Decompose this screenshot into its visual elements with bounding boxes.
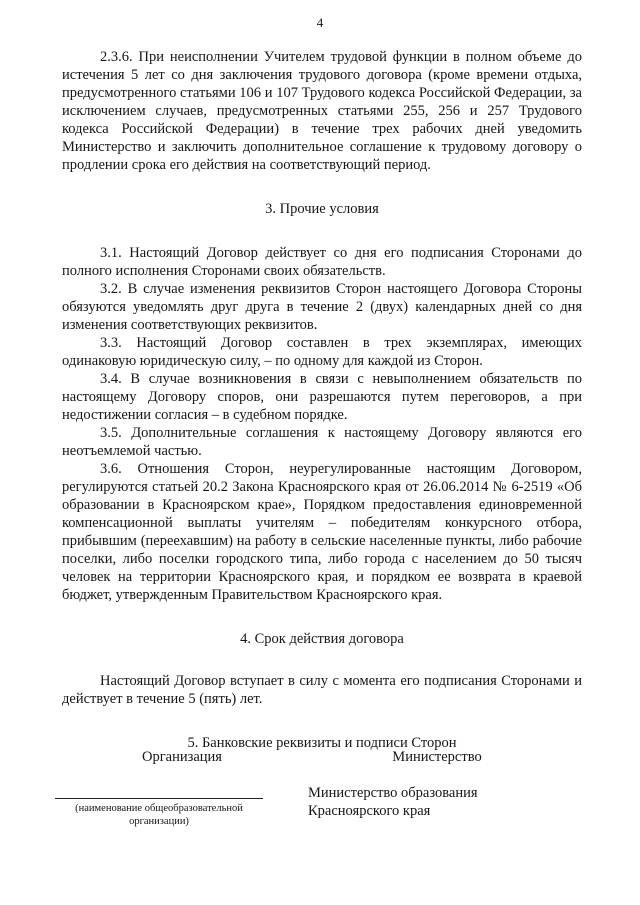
ministry-name bbox=[308, 784, 528, 820]
section-4-heading: 4. Срок действия договора bbox=[240, 631, 404, 647]
caption-line-2: организации) bbox=[129, 816, 189, 827]
paragraph-2-3-6: 2.3.6. При неисполнении Учителем трудовой функции в полном объеме до истечения 5 лет со дня заключения трудового договора (кроме времени отдыха, предусмотренного статьями 106 и 107 Трудового кодекса Российской Федерации, за исключением случаев, предусмотренных статьями 255, 256 и 257 Трудового кодекса Российской Федерации) в течение трех рабочих дней уведомить Министерство и заключить дополнительное соглашение к трудовому договору о продлении срока его действия на соответствующий период. bbox=[62, 49, 582, 173]
paragraph-3-4: 3.4. В случае возникновения в связи с невыполнением обязательств по настоящему Договору споров, они разрешаются путем переговоров, а при недостижении согласия – в судебном порядке. bbox=[62, 371, 582, 423]
ministry-title: Министерство bbox=[392, 749, 482, 765]
organization-title: Организация bbox=[142, 749, 222, 765]
paragraph-3-6: 3.6. Отношения Сторон, неурегулированные настоящим Договором, регулируются статьей 20.2 Закона Красноярского края от 26.06.2014 № 6-2519 «Об образовании в Красноярском крае», Порядком предоставления единовременной компенсационной выплаты учителям – победителям конкурсного отбора, прибывшим (переехавшим) на работу в сельские населенные пункты, либо рабочие поселки, либо поселки городского типа, либо города с населением до 50 тысяч человек на территории Красноярского края, и порядком ее возврата в краевой бюджет, утвержденным Правительством Красноярского края. bbox=[62, 461, 582, 603]
section-5-heading: 5. Банковские реквизиты и подписи Сторон bbox=[187, 735, 457, 751]
paragraph-3-5: 3.5. Дополнительные соглашения к настоящему Договору являются его неотъемлемой частью. bbox=[62, 425, 582, 459]
paragraph-3-1: 3.1. Настоящий Договор действует со дня его подписания Сторонами до полного исполнения Сторонами своих обязательств. bbox=[62, 245, 582, 279]
page-number: 4 bbox=[316, 15, 324, 30]
paragraph-3-2: 3.2. В случае изменения реквизитов Сторон настоящего Договора Стороны обязуются уведомлять друг друга в течение 2 (двух) календарных дней со дня изменения соответствующих реквизитов. bbox=[62, 281, 582, 333]
organization-name-caption bbox=[55, 802, 263, 828]
section-3-heading: 3. Прочие условия bbox=[265, 201, 379, 217]
paragraph-4: Настоящий Договор вступает в силу с момента его подписания Сторонами и действует в течение 5 (пять) лет. bbox=[62, 673, 582, 707]
caption-line-1: (наименование общеобразовательной bbox=[75, 803, 243, 814]
paragraph-3-3: 3.3. Настоящий Договор составлен в трех экземплярах, имеющих одинаковую юридическую силу, – по одному для каждой из Сторон. bbox=[62, 335, 582, 369]
document-body bbox=[62, 48, 582, 752]
ministry-name-line-1: Министерство образования bbox=[308, 785, 478, 801]
ministry-name-line-2: Красноярского края bbox=[308, 803, 431, 819]
signature-line bbox=[55, 798, 263, 799]
